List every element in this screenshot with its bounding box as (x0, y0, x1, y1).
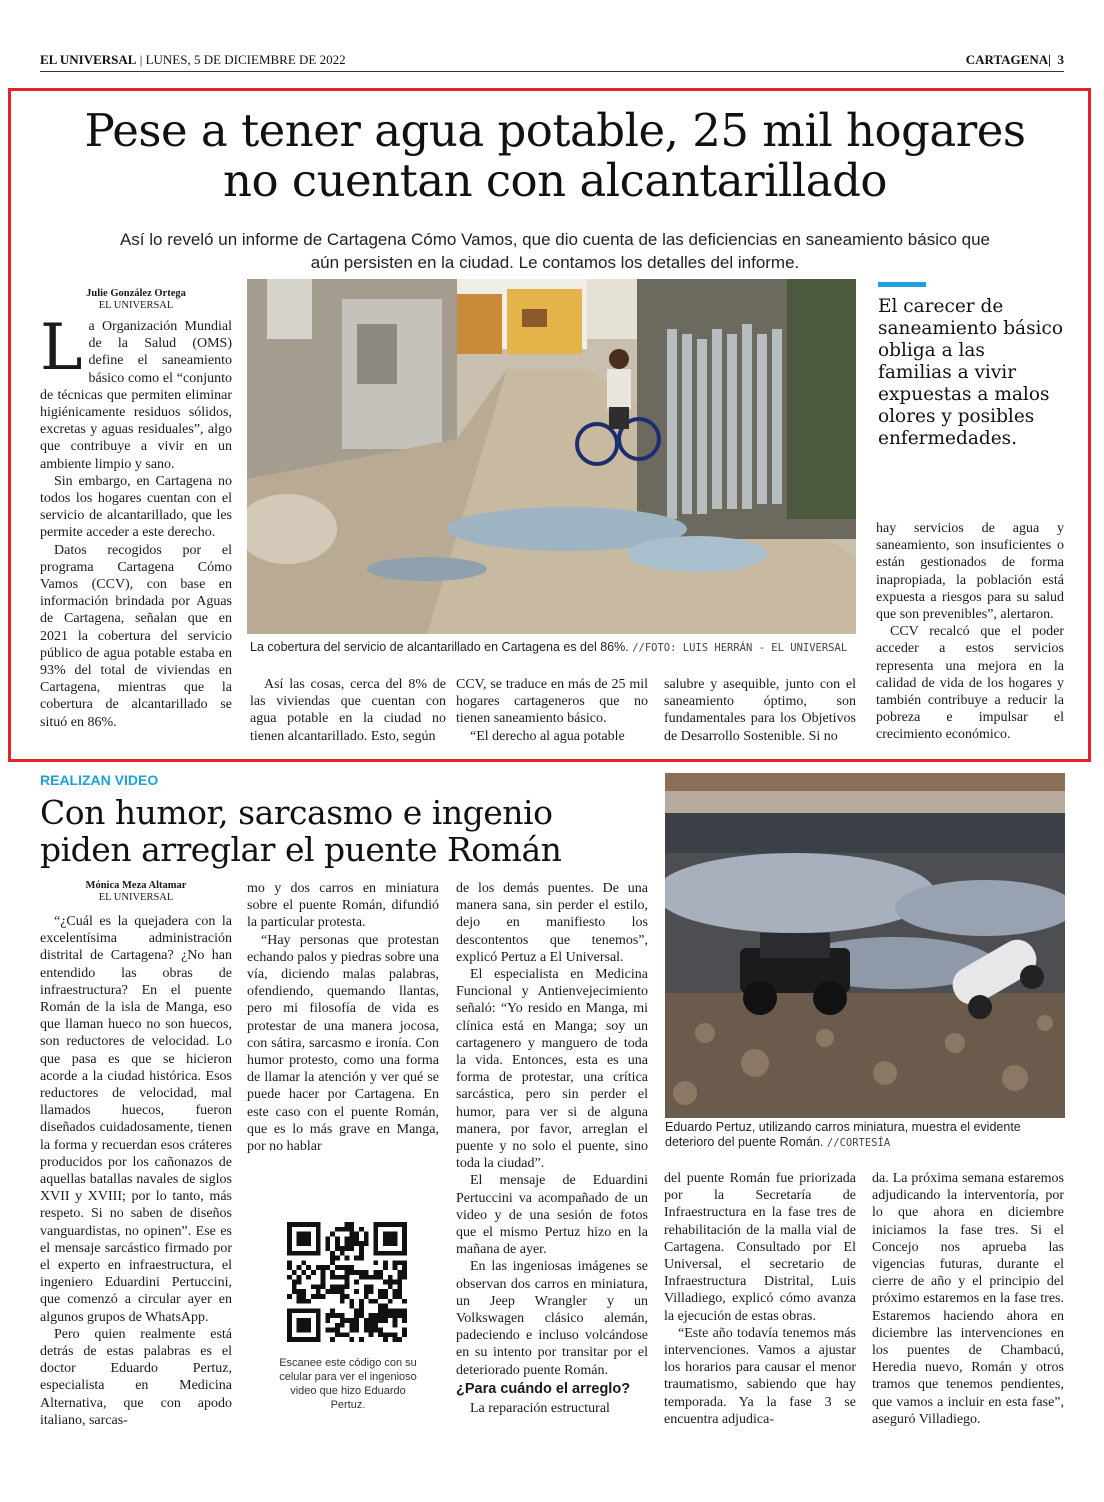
paragraph: a Organización Mundial de la Salud (OMS) define el saneamiento básico como el “conjunto de técnicas que permiten eliminar higiénicamente residuos sólidos, excretas y aguas residuales”, algo que contribuye a vivir en un ambiente limpio y sano. (40, 319, 232, 472)
paragraph: de los demás puentes. De una manera sana, sin perder el estilo, dejo en manifiesto los descontentos que tenemos”, explicó Pertuz a El Universal. (456, 881, 648, 965)
date: LUNES, 5 DE DICIEMBRE DE 2022 (145, 52, 346, 67)
masthead: EL UNIVERSAL | LUNES, 5 DE DICIEMBRE DE 2022 (40, 52, 346, 67)
story1-byline (40, 288, 232, 312)
paragraph: “Este año todavía tenemos más intervenciones. Vamos a ajustar los horarios para causar el menor traumatismo, sabiendo que hay temporada. Ya la fase 3 se encuentra adjudica- (664, 1325, 856, 1427)
story1-col3 (456, 676, 648, 745)
pullquote-accent (878, 282, 926, 287)
photo-credit: //FOTO: LUIS HERRÁN - EL UNIVERSAL (632, 642, 848, 654)
story1-col1 (40, 311, 232, 731)
caption-text: La cobertura del servicio de alcantarillado en Cartagena es del 86%. (250, 640, 629, 654)
story2-col3 (456, 880, 648, 1417)
paragraph: El especialista en Medicina Funcional y Antienvejecimiento señaló: “Yo resido en Manga, mi clínica está en Manga; soy un cartagenero y manguero de toda la vida. Entonces, esta es una forma de protestar, una crítica sarcástica, pero sin perder el humor, para ver si de alguna manera, por favor, arreglan el puente y no solo el puente, sino toda la ciudad”. (456, 967, 648, 1172)
story2-col5 (872, 1170, 1064, 1428)
story2-col2 (247, 880, 439, 1155)
caption-text: Eduardo Pertuz, utilizando carros miniatura, muestra el evidente deterioro del puente Román. (665, 1120, 1021, 1149)
story2-byline (40, 880, 232, 904)
potholes-photo (665, 773, 1065, 1118)
qr-caption: Escanee este código con su celular para ver el ingenioso video que hizo Eduardo Pertuz. (279, 1357, 417, 1411)
paragraph: En las ingeniosas imágenes se observan dos carros en miniatura, un Jeep Wrangler y un Volkswagen clásico alemán, padeciendo e incluso volcándose en su intento por transitar por el deteriorado puente Román. (456, 1259, 648, 1378)
paragraph: CCV recalcó que el poder acceder a estos servicios representa una mejora en la calidad de vida de los hogares y también contribuye a reducir la pobreza e impulsar el crecimiento económico. (876, 624, 1064, 743)
story1-headline: Pese a tener agua potable, 25 mil hogares no cuentan con alcantarillado (84, 104, 1026, 207)
story1-col4 (664, 676, 856, 745)
story2-caption (665, 1120, 1065, 1151)
paragraph: salubre y asequible, junto con el saneamiento óptimo, son fundamentales para los Objetivos de Desarrollo Sostenible. Si no (664, 677, 856, 744)
paragraph: Datos recogidos por el programa Cartagena Cómo Vamos (CCV), con base en información brindada por Aguas de Cartagena, señalan que en 2021 la cobertura del servicio público de agua potable estaba en 93% del total de viviendas en Cartagena, mientras que la cobertura de alcantarillado se situó en 86%. (40, 542, 232, 730)
section-tag: REALIZAN VIDEO (40, 772, 159, 788)
paragraph: “El derecho al agua potable (470, 728, 625, 744)
section-name: CARTAGENA (965, 52, 1049, 67)
qr-code[interactable] (287, 1222, 407, 1342)
outlet: EL UNIVERSAL (98, 300, 174, 311)
story1-deck: Así lo reveló un informe de Cartagena Cómo Vamos, que dio cuenta de las deficiencias en saneamiento básico que aún persisten en la ciudad. Le contamos los detalles del informe. (119, 230, 991, 272)
paper-name: EL UNIVERSAL (40, 52, 137, 67)
header-rule (40, 71, 1064, 72)
paragraph: Pero quien realmente está detrás de estas palabras es el doctor Eduardo Pertuz, especialista en Medicina Alternativa, que con apodo italiano, sarcas- (40, 1326, 232, 1428)
story1-col2 (250, 676, 446, 745)
paragraph: mo y dos carros en miniatura sobre el puente Román, difundió la particular protesta. (247, 881, 439, 931)
dropcap: L (40, 311, 83, 385)
page-section: CARTAGENA| 3 (965, 52, 1064, 67)
pullquote: El carecer de saneamiento básico obliga a las familias a vivir expuestas a malos olores y posibles enfermedades. (878, 296, 1063, 449)
story2-col4 (664, 1170, 856, 1428)
street-photo (247, 279, 856, 634)
story1-col5 (876, 520, 1064, 744)
paragraph: Sin embargo, en Cartagena no todos los hogares cuentan con el servicio de alcantarillado, que les permite acceder a este derecho. (40, 473, 232, 541)
paragraph: da. La próxima semana estaremos adjudicando la interventoría, por lo que ahora en diciembre iniciamos la fase tres. Si el Concejo nos aprueba las vigencias futuras, durante el cierre de año y el principio del próximo estaremos en la fase tres. Estaremos haciendo ahora en diciembre las intervenciones en los puentes de Chambacú, Heredia nuevo, Román y otros tramos que tenemos pendientes, que vamos a incluir en esta fase”, aseguró Villadiego. (872, 1171, 1064, 1427)
subhead: ¿Para cuándo el arreglo? (456, 1380, 631, 1397)
paragraph: CCV, se traduce en más de 25 mil hogares cartageneros que no tienen saneamiento básico. (456, 677, 648, 727)
paragraph: El mensaje de Eduardini Pertuccini va acompañado de un video y de una sesión de fotos que el mismo Pertuz hizo en la mañana de ayer. (456, 1173, 648, 1258)
page-number: 3 (1057, 52, 1064, 67)
story2-col1 (40, 913, 232, 1429)
paragraph: “Hay personas que protestan echando palos y piedras sobre una vía, diciendo malas palabras, ofendiendo, quemando llantas, pero mi filosofía de vida es protestar de una manera jocosa, con sátira, sarcasmo e ironía. Con humor protesto, como una forma de llamar la atención y ver qué se puede hacer por Cartagena. En este caso con el puente Román, que es lo más grave en Manga, por no hablar (247, 932, 439, 1155)
paragraph: Así las cosas, cerca del 8% de las viviendas que cuentan con agua potable en la ciudad no tienen alcantarillado. Esto, según (250, 677, 446, 744)
outlet: EL UNIVERSAL (98, 892, 174, 903)
paragraph: del puente Román fue priorizada por la Secretaría de Infraestructura en la fase tres de rehabilitación de la malla vial de Cartagena. Consultado por El Universal, el secretario de Infraestructura Distrital, Luis Villadiego, explicó cómo avanza la ejecución de estas obras. (664, 1171, 856, 1324)
paragraph: La reparación estructural (470, 1401, 610, 1417)
author: Mónica Meza Altamar (85, 880, 187, 891)
paragraph: hay servicios de agua y saneamiento, son insuficientes o están gestionados de forma inapropiada, la población está expuesta a riesgos para su salud que son prevenibles”, alertaron. (876, 521, 1064, 623)
photo-credit: //CORTESÍA (826, 1137, 891, 1149)
story1-caption (250, 640, 860, 656)
paragraph: “¿Cuál es la quejadera con la excelentísima administración distrital de Cartagena? ¿No han entendido las obras de infraestructura? En el puente Román de la isla de Manga, eso que llaman hueco no son huecos, son reductores de velocidad. Lo que pasa es que se hicieron acorde a la ciudad histórica. Esos reductores de velocidad, mal llamados huecos, fueron diseñados cuidadosamente, tienen la forma y recuerdan esos cráteres producidos por los cañonazos de aquellas batallas navales de siglos XVII y XVIII; por lo tanto, más respeto. Si no saben de diseños vanguardistas, no opinen”. Ese es el mensaje sarcástico firmado por el experto en infraestructura, el ingeniero Eduardini Pertuccini, que comenzó a circular ayer en algunos grupos de WhatsApp. (40, 914, 232, 1325)
author: Julie González Ortega (86, 288, 186, 299)
story2-headline: Con humor, sarcasmo e ingenio piden arreglar el puente Román (40, 793, 562, 869)
